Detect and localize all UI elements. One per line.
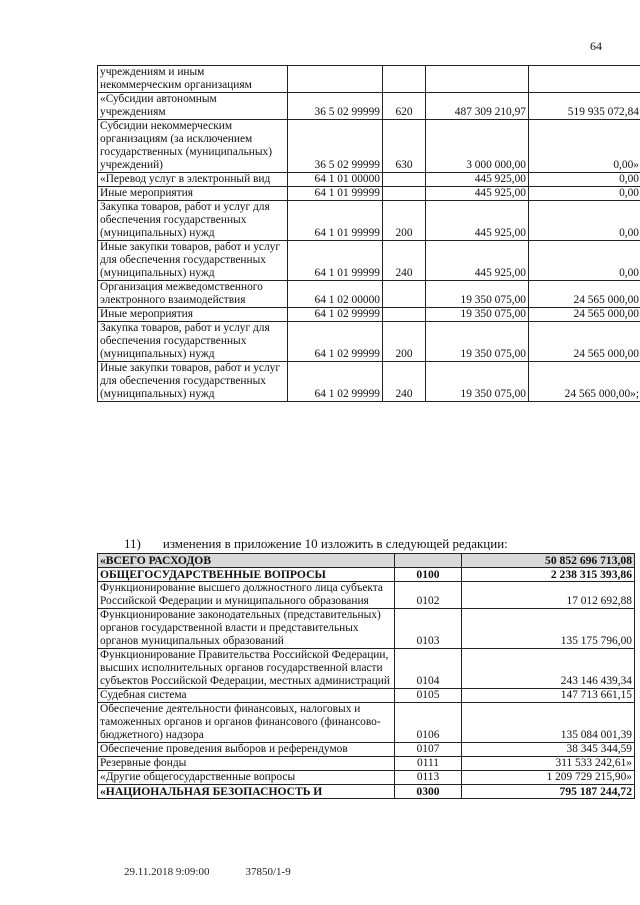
row-sum-2020: 0,00 [529,173,640,187]
row-section-code: 0103 [395,609,462,649]
row-section-code: 0300 [395,785,462,799]
budget-table-programs-body [98,66,640,402]
row-name: учреждениям и иным некоммерческим организациям [98,66,288,93]
row-sum-2020: 0,00 [529,187,640,201]
row-code: 64 1 02 00000 [288,281,383,308]
table-row [98,568,635,582]
row-sum: 17 012 692,88 [462,582,635,609]
row-sum-2020: 24 565 000,00 [529,308,640,322]
row-code: 64 1 02 99999 [288,308,383,322]
row-sum: 50 852 696 713,08 [462,554,635,568]
row-sum: 795 187 244,72 [462,785,635,799]
row-sum: 38 345 344,59 [462,743,635,757]
row-code [288,66,383,93]
row-sum: 243 146 439,34 [462,649,635,689]
row-sum-2019: 445 925,00 [426,241,529,281]
table-row [98,582,635,609]
table-row [98,120,640,173]
row-code: 64 1 01 00000 [288,173,383,187]
row-expense-type: 620 [383,93,426,120]
table-row [98,609,635,649]
amendment-heading [124,536,508,552]
row-sum-2019: 487 309 210,97 [426,93,529,120]
table-row [98,362,640,402]
row-sum: 147 713 661,15 [462,689,635,703]
row-name: Резервные фонды [98,757,395,771]
row-code: 36 5 02 99999 [288,93,383,120]
row-sum-2020: 24 565 000,00 [529,322,640,362]
table-row [98,703,635,743]
row-sum-2019: 19 350 075,00 [426,308,529,322]
table-row [98,241,640,281]
row-name: Субсидии некоммерческим организациям (за исключением государственных (муниципальных) учреждений) [98,120,288,173]
row-name: Иные закупки товаров, работ и услуг для обеспечения государственных (муниципальных) нужд [98,362,288,402]
row-expense-type: 200 [383,322,426,362]
table-row [98,93,640,120]
row-name: Обеспечение деятельности финансовых, налоговых и таможенных органов и органов финансового (финансово-бюджетного) надзора [98,703,395,743]
row-sum-2019 [426,66,529,93]
row-name: «Перевод услуг в электронный вид [98,173,288,187]
row-sum: 135 084 001,39 [462,703,635,743]
table-row [98,281,640,308]
row-section-code: 0106 [395,703,462,743]
row-section-code: 0111 [395,757,462,771]
table-row [98,322,640,362]
row-expense-type: 240 [383,362,426,402]
row-expense-type [383,173,426,187]
row-sum: 1 209 729 215,90» [462,771,635,785]
row-name: Закупка товаров, работ и услуг для обеспечения государственных (муниципальных) нужд [98,322,288,362]
table-row [98,743,635,757]
row-sum-2019: 445 925,00 [426,201,529,241]
row-expense-type [383,187,426,201]
row-name: «ВСЕГО РАСХОДОВ [98,554,395,568]
row-name: Функционирование Правительства Российской Федерации, высших исполнительных органов государственной власти субъектов Российской Федерации, местных администраций [98,649,395,689]
row-sum-2019: 445 925,00 [426,173,529,187]
row-section-code: 0102 [395,582,462,609]
footer-datetime: 29.11.2018 9:09:00 [124,866,210,878]
table-row [98,689,635,703]
table-row [98,187,640,201]
row-section-code: 0104 [395,649,462,689]
row-name: Функционирование высшего должностного лица субъекта Российской Федерации и муниципального образования [98,582,395,609]
row-expense-type [383,281,426,308]
row-section-code: 0100 [395,568,462,582]
table-row [98,66,640,93]
row-expense-type: 200 [383,201,426,241]
row-sum-2019: 3 000 000,00 [426,120,529,173]
row-section-code: 0113 [395,771,462,785]
row-code: 64 1 02 99999 [288,362,383,402]
row-name: ОБЩЕГОСУДАРСТВЕННЫЕ ВОПРОСЫ [98,568,395,582]
row-sum-2020: 0,00» [529,120,640,173]
row-sum: 311 533 242,61» [462,757,635,771]
row-code: 36 5 02 99999 [288,120,383,173]
row-name: «Другие общегосударственные вопросы [98,771,395,785]
budget-table-sections [97,553,635,799]
amendment-number: 11) [124,536,141,551]
row-sum-2019: 19 350 075,00 [426,362,529,402]
row-section-code [395,554,462,568]
row-section-code: 0105 [395,689,462,703]
row-sum-2020: 24 565 000,00 [529,281,640,308]
row-section-code: 0107 [395,743,462,757]
row-name: Иные мероприятия [98,187,288,201]
row-code: 64 1 01 99999 [288,201,383,241]
row-code: 64 1 02 99999 [288,322,383,362]
row-sum-2020: 0,00 [529,241,640,281]
row-sum-2019: 19 350 075,00 [426,281,529,308]
budget-table-programs [97,65,640,402]
table-row [98,173,640,187]
row-sum-2019: 445 925,00 [426,187,529,201]
table-row [98,554,635,568]
page-number: 64 [590,39,602,53]
footer-doc-id: 37850/1-9 [245,866,291,878]
row-name: Обеспечение проведения выборов и референдумов [98,743,395,757]
table-row [98,771,635,785]
row-name: «НАЦИОНАЛЬНАЯ БЕЗОПАСНОСТЬ И [98,785,395,799]
row-name: Закупка товаров, работ и услуг для обеспечения государственных (муниципальных) нужд [98,201,288,241]
row-expense-type [383,66,426,93]
row-name: Иные закупки товаров, работ и услуг для обеспечения государственных (муниципальных) нужд [98,241,288,281]
row-name: Иные мероприятия [98,308,288,322]
table-row [98,308,640,322]
row-code: 64 1 01 99999 [288,187,383,201]
row-expense-type: 630 [383,120,426,173]
row-name: Судебная система [98,689,395,703]
row-name: Организация межведомственного электронного взаимодействия [98,281,288,308]
table-row [98,201,640,241]
row-expense-type [383,308,426,322]
budget-table-sections-body [98,554,635,799]
document-footer [124,866,327,878]
row-sum-2020: 0,00 [529,201,640,241]
table-row [98,785,635,799]
row-code: 64 1 01 99999 [288,241,383,281]
row-sum: 2 238 315 393,86 [462,568,635,582]
row-expense-type: 240 [383,241,426,281]
row-name: «Субсидии автономным учреждениям [98,93,288,120]
row-sum: 135 175 796,00 [462,609,635,649]
row-name: Функционирование законодательных (представительных) органов государственной власти и представительных органов муниципальных образований [98,609,395,649]
row-sum-2019: 19 350 075,00 [426,322,529,362]
amendment-text: изменения в приложение 10 изложить в следующей редакции: [162,536,508,551]
row-sum-2020 [529,66,640,93]
row-sum-2020: 24 565 000,00»; [529,362,640,402]
row-sum-2020: 519 935 072,84 [529,93,640,120]
table-row [98,757,635,771]
table-row [98,649,635,689]
